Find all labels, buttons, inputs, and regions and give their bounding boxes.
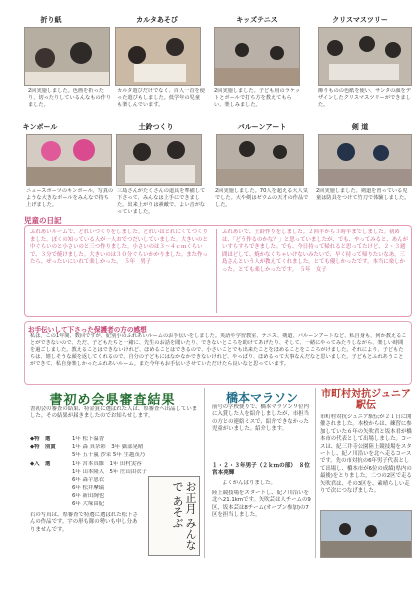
activity-title-kinball: キンボール — [22, 123, 58, 131]
caption-karuta: カルタ遊びだけでなく、百人一首を使った遊びもしました。低学年の児童も楽しんでいます。 — [117, 88, 205, 108]
award-entry-nyusen-6: 6年 大塚由紀 — [72, 501, 105, 507]
activity-title-balloon: バルーンアート — [237, 123, 287, 131]
award-label-tokusen: ◆特 選 — [30, 436, 51, 442]
photo-christmas-tree — [318, 27, 412, 86]
award-entry-nyusen-4: 6年 松井摩瑞 — [72, 485, 105, 491]
photo-ekiden — [320, 510, 412, 558]
marathon-highlight-sub: よくがんばりました。 — [222, 480, 276, 486]
diary-heading: 児童の日記 — [24, 216, 62, 225]
award-entry-nyusen-2: 1年 山本隆人 5年 庄山由衣子 — [72, 469, 147, 475]
calligraphy-artwork — [148, 476, 200, 556]
caption-tennis: 2回実施しました。子ども用のラケットとボールで打ち方を教えてもらい、楽しみました。 — [214, 88, 301, 108]
caption-origami: 2回実施しました。色画を折ったり、切ったりしているんなもの作りました。 — [28, 88, 112, 108]
diary-right-entry: ふれあいで、土鈴作りをしました。２回半から３時半までしました。初めは、「どう作るのかな？」と思っていましたが、でも、やってみると、あんがいすらすらできました。でも、今日持って帰れると思ってたけど、２・３週間ほどして、焼かなくちゃいけないみたいで、早く持って帰りたいなあ。三島さんという人が教えてくれました。とても優しかったです。本当に楽しかった。とても楽しかったです。 ５年 女子 — [222, 229, 408, 273]
activity-title-kendo: 剣 道 — [351, 123, 369, 131]
photo-origami — [24, 27, 110, 86]
photo-balloon — [216, 134, 304, 186]
column-divider-left — [204, 388, 205, 558]
caption-kinball: ニュースポーツのキンボール。写真のような大きなボールをみんなで持ち上げました。 — [26, 188, 114, 208]
photo-tennis — [214, 27, 300, 86]
award-entry-nyusen-3: 6年 森芋恵衣 — [72, 477, 105, 483]
award-label-nyusen: ◆入 選 — [30, 461, 51, 467]
caption-kendo: 2回実施しました。剣道を習っている児童は防具をつけて竹刀で体験しました。 — [316, 188, 410, 201]
marathon-highlight: １・２・３年男子（２ｋｍの部） ８位 宮本亮輝 — [212, 463, 316, 477]
activity-title-christmas-tree: クリスマスツリー — [332, 16, 388, 24]
activity-title-karuta: カルタあそび — [136, 16, 178, 24]
book-intro: 書初会の審査の結果、特金賞に選ばれた人は、県審査へ出品していました。その結果が届きましたのでお知らせします。 — [30, 406, 198, 420]
junior-heading: 市町村対抗ジュニア駅伝 — [321, 389, 411, 411]
caption-christmas-tree: 飾りものの色紙を使い、サンタの顔をデザインしたクリスマスツリーができました。 — [318, 88, 411, 108]
award-label-tokubetsu: ◆特 別賞 — [30, 444, 56, 450]
junior-text: 市町村対抗ジュニア駅伝が２１日に開催されました。本校からは、練習に参加していた６年の矢吹君と坂本君が橋本市の代表として出場しました。コースは、紀三井寺公園陸上競技場をスタートし、紀ノ川沿いを北へ走るコースです。先の市対抗の6年男子代表として出場し、橋本市が6位の成績(県内の最後)をとりました。二つの2区で走る矢吹君は、その3区を、素晴らしい走りで次につなげました。 — [320, 414, 412, 495]
book-outro: 右の写真は、県審査で特選に選ばれた松下さんの作品です。宇の形も隊の勢いも申し分ありませんです。 — [30, 512, 138, 533]
parent-heading: お手伝いして下さった保護者の方の感想 — [28, 326, 147, 334]
award-entry-tokubetsu-1: 1年 森 真奈彩 3年 嶽部晃晴 — [72, 444, 144, 450]
activity-title-tennis: キッズテニス — [236, 16, 278, 24]
marathon-text2: 陸上競技場をスタートし、紀ノ川沿いを北へ21.1kmです。矢吹芸は人チームの9区、坂本芸は8チーム(オープン参加)の7区を担当しました。 — [212, 490, 311, 519]
parent-text: 私は、この1年間、数回ですが、紀別小のふれあいルームのお手伝いをしました。英語や学習教室、テニス、剣道、バルーンアートなど、私自身も、何か教えることができないので、ただ、子どもたちと一緒に、先生のお話を聞いたり、できないところを助けてあげたり、そして、一緒にやってみたりしながら、楽しい時間を過ごしました。教えることはできないけれど、ほめることはできるので、小さいことでも出来たことをほめることをこころがけました。それにより、子どもたちは、嬉しそうな顔を返してくれるので、自分の子どもにはなかなかできないけれど、やっぱり、ほめるって大事なんだなと思いました。子どもとふれあうことができて、私自身楽しかったふれあいルーム。また今年もお手伝いさせていただけたら良いなと思っています。 — [30, 333, 407, 367]
caption-dorei: 三島さんがたくさんの道具を準備して下さって、みんなは上手にできました。出来上がりは素敵で、よい音がなっていました。 — [117, 188, 206, 215]
award-entry-nyusen-5: 6年 新田絢也 — [72, 493, 105, 499]
column-divider-right — [315, 388, 316, 558]
diary-left-entry: ふれあいルームで、どれいづくりをしました。どれいはとれにくてつくりました。ぼくの知っている人が一人おでつだいしていました。大きいのと中ぐらいのと小さいのと三つ作りました。小さいのは３～４ｃｍくらいで、３分で焼けました。大きいのは３０分ぐらいかかりました。また作ったら、ぜったいにいれて楽しかった。 ５年 男子 — [30, 229, 208, 265]
award-entry-nyusen-1: 1年 宮本真維 1年 田村実容 — [72, 461, 142, 467]
book-heading: 書初め会県審査結果 — [49, 393, 176, 408]
caption-balloon: 2回実施しました。70人を超える大人気でした。大や剣はゼウムの天才の作品でした。 — [215, 188, 309, 208]
photo-kendo — [318, 134, 412, 186]
activity-title-dorei: 土鈴つくり — [138, 123, 174, 131]
award-entry-tokubetsu-2: 5年 五十嵐 沙采 5年 生越茂乃 — [72, 452, 146, 458]
photo-karuta — [115, 27, 201, 86]
diary-divider — [216, 229, 217, 313]
photo-kinball — [26, 134, 112, 186]
activity-title-origami: 折り紙 — [40, 16, 62, 24]
calligraphy-characters: お正月 みんなで あそぶ — [171, 481, 197, 551]
award-entry-tokusen-1: 1年 松下温香 — [72, 436, 105, 442]
marathon-text: 前号の学校便りで、橋本マラソン９位内に入賞した人を紹介しましたが、市担当の方との連絡ミスで、紹介できなかった児童がいました。紹介します。 — [212, 404, 310, 433]
marathon-heading: 橋本マラソン — [225, 391, 298, 405]
photo-dorei — [116, 134, 202, 186]
